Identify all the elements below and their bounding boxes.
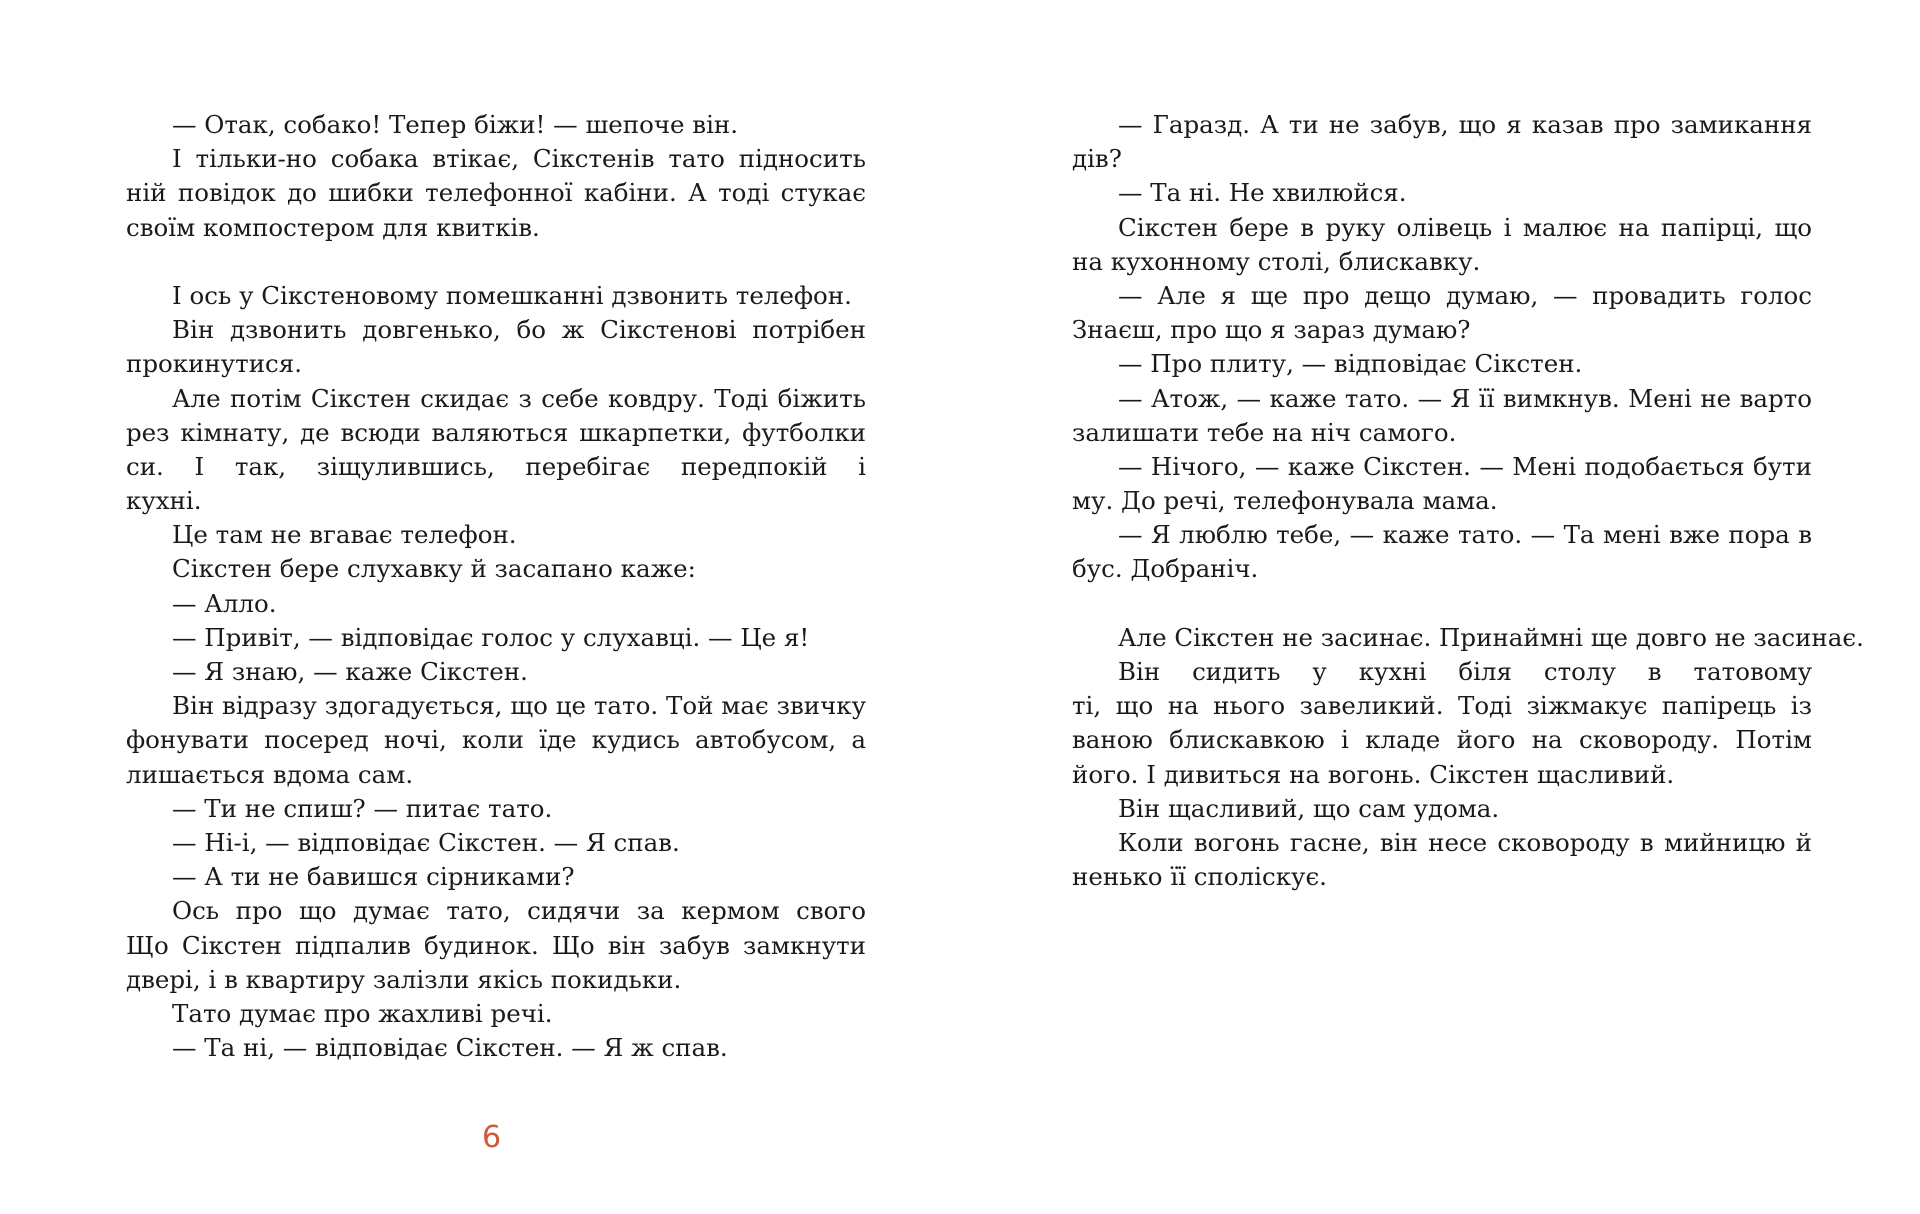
text-line: ваною блискавкою і кладе його на сковороду. Потім [1072, 725, 1812, 755]
text-line: прокинутися. [126, 349, 302, 379]
text-line: си. І так, зіщулившись, перебігає передпокій і [126, 451, 866, 481]
text-line: му. До речі, телефонувала мама. [1072, 486, 1498, 516]
text-line: І ось у Сікстеновому помешканні дзвонить телефон. [172, 280, 852, 310]
text-line: рез кімнату, де всюди валяються шкарпетки, футболки [126, 417, 866, 447]
text-line: — А ти не бавишся сірниками? [172, 862, 575, 892]
text-line: І тільки-но собака втікає, Сікстенів тато підносить [172, 144, 866, 174]
text-line: його. І дивиться на вогонь. Сікстен щасливий. [1072, 759, 1675, 789]
text-line: ній повідок до шибки телефонної кабіни. А тоді стукає [126, 178, 866, 208]
text-line: кухні. [126, 486, 202, 516]
text-line: — Нічого, — каже Сікстен. — Мені подобається бути [1118, 451, 1812, 481]
text-line: — Ти не спиш? — питає тато. [172, 793, 553, 823]
text-line: — Та ні, — відповідає Сікстен. — Я ж спав. [172, 1033, 728, 1063]
text-line: — Гаразд. А ти не забув, що я казав про замикання [1118, 110, 1812, 139]
text-line: Що Сікстен підпалив будинок. Що він забув замкнути [126, 930, 866, 960]
right-page [960, 0, 1920, 1214]
text-line: своїм компостером для квитків. [126, 212, 540, 242]
text-line: ті, що на нього завеликий. Тоді зіжмакує папірець із [1072, 691, 1812, 721]
text-line: лишається вдома сам. [126, 759, 414, 789]
text-line: — Отак, собако! Тепер біжи! — шепоче він. [172, 110, 739, 139]
text-line: Ось про що думає тато, сидячи за кермом свого [172, 896, 866, 926]
text-line: — Ні-і, — відповідає Сікстен. — Я спав. [172, 827, 680, 857]
blank-line [1072, 587, 1812, 621]
text-line: на кухонному столі, блискавку. [1072, 246, 1481, 276]
text-line: ненько її споліскує. [1072, 862, 1327, 892]
text-line: Але Сікстен не засинає. Принаймні ще довго не засинає. [1118, 622, 1864, 652]
page-number: 6 [482, 1120, 502, 1155]
text-line: Він відразу здогадується, що це тато. Той має звичку [172, 691, 866, 721]
text-line: Але потім Сікстен скидає з себе ковдру. Тоді біжить [172, 383, 866, 413]
text-line: Тато думає про жахливі речі. [172, 998, 553, 1028]
text-line: Він сидить у кухні біля столу в татовому [1118, 657, 1812, 686]
text-line: — Я знаю, — каже Сікстен. [172, 657, 528, 686]
text-line: фонувати посеред ночі, коли їде кудись автобусом, а [126, 725, 866, 755]
left-page-text [126, 108, 866, 1065]
text-line: Знаєш, про що я зараз думаю? [1072, 315, 1471, 345]
text-line: Сікстен бере слухавку й засапано каже: [172, 554, 696, 584]
right-page-text [1072, 108, 1864, 894]
text-line: двері, і в квартиру залізли якісь покидьки. [126, 964, 682, 994]
text-line: Він щасливий, що сам удома. [1118, 793, 1500, 823]
blank-line [126, 245, 866, 279]
text-line: дів? [1072, 144, 1122, 174]
text-line: — Про плиту, — відповідає Сікстен. [1118, 349, 1583, 379]
text-line: — Я люблю тебе, — каже тато. — Та мені вже пора в [1118, 520, 1812, 550]
text-line: Коли вогонь гасне, він несе сковороду в мийницю й [1118, 827, 1812, 857]
text-line: — Атож, — каже тато. — Я її вимкнув. Мені не варто [1118, 383, 1812, 413]
text-line: — Та ні. Не хвилюйся. [1118, 178, 1407, 208]
text-line: Він дзвонить довгенько, бо ж Сікстенові потрібен [172, 315, 866, 345]
text-line: — Привіт, — відповідає голос у слухавці. — Це я! [172, 622, 810, 652]
text-line: Це там не вгаває телефон. [172, 520, 517, 550]
text-line: бус. Добраніч. [1072, 554, 1259, 584]
text-line: — Алло. [172, 588, 277, 618]
text-line: залишати тебе на ніч самого. [1072, 417, 1457, 447]
text-line: Сікстен бере в руку олівець і малює на папірці, що [1118, 212, 1812, 242]
text-line: — Але я ще про дещо думаю, — провадить голос [1118, 280, 1812, 310]
